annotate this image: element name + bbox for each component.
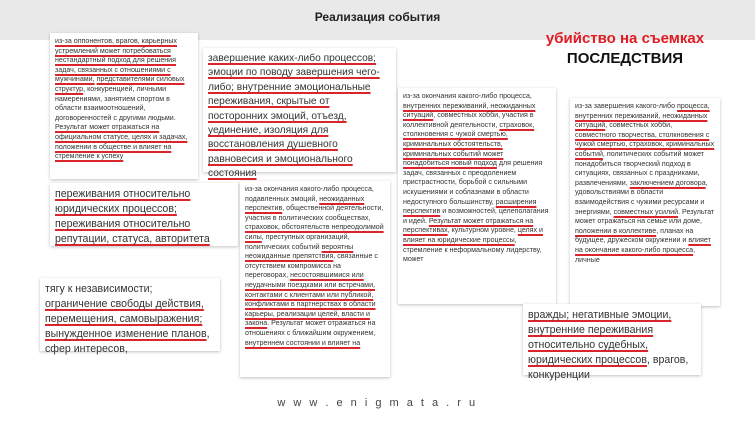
note-text-segment: , личные: [575, 245, 696, 264]
note-text-segment: , политических событий может понадобиться творческий подход в ситуациях, связанных с праздниками, развлечениями,: [575, 149, 704, 187]
note-new-approach: [398, 88, 556, 304]
underlined-text: завершение каких-либо процессов;: [208, 53, 377, 64]
note-text-segment: тягу к независимости;: [45, 283, 153, 295]
note-text: [575, 102, 715, 265]
underlined-text: Результат может отражаться на перспективах: [403, 216, 534, 235]
underlined-text: неожиданных перспектив: [245, 194, 365, 213]
note-opponents: [50, 33, 198, 179]
underlined-text: переживания относительно юридических процессов; переживания относительно репутации, статуса, авторитета: [55, 188, 210, 245]
note-obstacles: [240, 181, 390, 377]
underlined-text: влияет на окончание какого-либо процесса: [575, 236, 711, 254]
note-enmity: [523, 304, 701, 381]
note-text-segment: . Результат может отражаться на семье или доме,: [575, 207, 715, 226]
underlined-text: страховок, обстоятельств непреодолимой силы: [245, 223, 384, 241]
note-text-segment: для решения задач, связанных с преодолением пристрастности, борьбой с сильными искушениями и соблазнами в области недоступного большинству,: [403, 159, 543, 206]
underlined-text: из-за оппонентов, врагов, карьерных устремлений может потребоваться: [55, 37, 177, 55]
underlined-text: расширения перспектив: [403, 197, 537, 216]
underlined-text: ограничение свободы действия, перемещения, самовыражения; вынужденное изменение планов: [45, 298, 207, 340]
note-text-segment: из-за окончания какого-либо процесса,: [403, 92, 532, 100]
underlined-text: совместного творчества, столкновения с чужой смертью, страховок, криминальных событий: [575, 130, 715, 158]
note-text-segment: , связанные с отсутствием компромисса на переговорах,: [245, 252, 378, 280]
note-text: [45, 282, 215, 357]
heading-consequences: ПОСЛЕДСТВИЯ: [566, 50, 684, 67]
underlined-text: совместных усилий: [613, 207, 679, 216]
note-text-segment: и возможностей, целеполагания и идей.: [403, 207, 549, 225]
note-text-segment: . Результат может отражаться на отношениях с ближайшим окружением,: [245, 319, 376, 337]
note-creative-approach: [570, 98, 720, 306]
note-text-segment: , культурном уровне,: [447, 226, 518, 235]
note-text-segment: , планах на будущее, дружеском окружении и: [575, 226, 694, 245]
note-legal-worries: [50, 183, 238, 246]
underlined-text: эмоции по поводу завершения чего-либо; внутренние эмоциональные переживания, скрытые от посторонних эмоций, отъезд, уединение, изоляция для восстановления душевного равновесия и эмоционального состояния: [208, 67, 380, 180]
page-title: Реализация события: [314, 10, 441, 24]
underlined-text: несостоявшимися или неудачными поездками или встречами, контактами с клиентами или публикой, конфликтами в партнерствах в области карьеры, реализации целей, власти и закона: [245, 271, 376, 328]
note-text-segment: , удовольствиями в области взаимодействия с чужими ресурсами и энергиями,: [575, 178, 708, 216]
footer-url: w w w . e n i g m a t a . r u: [277, 397, 478, 409]
underlined-text: нестандартный подход для решения задач, связанных с отношениями с мужчинами,: [55, 56, 176, 84]
note-completion: [203, 48, 396, 180]
underlined-text: представителями силовых структур: [55, 75, 185, 93]
note-text-segment: , общественной деятельности, участия в политических сообществах,: [245, 204, 384, 222]
note-text: [528, 308, 696, 383]
note-text: [208, 52, 391, 182]
note-text-segment: , стремление к неформальному лидерству, может: [403, 235, 542, 264]
note-text: [55, 37, 193, 162]
underlined-text: процесса, внутренних переживаний, неожиданных ситуаций: [575, 102, 710, 130]
note-text-segment: , совместных хобби,: [605, 121, 673, 130]
underlined-text: внутреннем состоянии и влияет на: [245, 338, 361, 347]
note-independence: [40, 278, 220, 355]
underlined-text: вражды; негативные эмоции, внутренние переживания относительно судебных, юридических процессов: [528, 309, 672, 366]
note-text: [403, 92, 551, 265]
heading-event: убийство на съемках: [545, 30, 705, 47]
note-text: [55, 187, 233, 247]
underlined-text: вероятны неожиданные препятствия: [245, 242, 354, 261]
note-text: [245, 185, 385, 348]
note-text-segment: из-за окончания какого-либо процесса, подавленных эмоций,: [245, 185, 374, 203]
underlined-text: положении в коллективе: [575, 226, 657, 235]
note-text-segment: , врагов, конкуренции: [528, 354, 689, 381]
underlined-text: страховок, столкновения с чужой смертью, криминальных обстоятельств, криминальных событий может понадобиться новый подход: [403, 120, 535, 168]
note-text-segment: , конкуренцией, личными намерениями, занятием спортом в области взаимоотношений, договоренностей с другими людьми.: [55, 84, 176, 122]
note-text-segment: , сфер интересов,: [45, 328, 210, 355]
note-text-segment: , совместных хобби, участия в коллективной деятельности,: [403, 111, 534, 129]
underlined-text: заключением договора: [629, 178, 706, 187]
underlined-text: внутренних переживаний, неожиданных ситуаций: [403, 101, 536, 120]
note-text-segment: из-за завершения какого-либо: [575, 102, 678, 110]
underlined-text: Результат может отражаться на официальном статусе, целях и задачах, положении в обществе и влияет на стремление к успеху: [55, 123, 188, 161]
note-text-segment: , преступных организаций, политических событий: [245, 232, 350, 251]
underlined-text: целях и влияет на юридические процессы: [403, 226, 543, 244]
